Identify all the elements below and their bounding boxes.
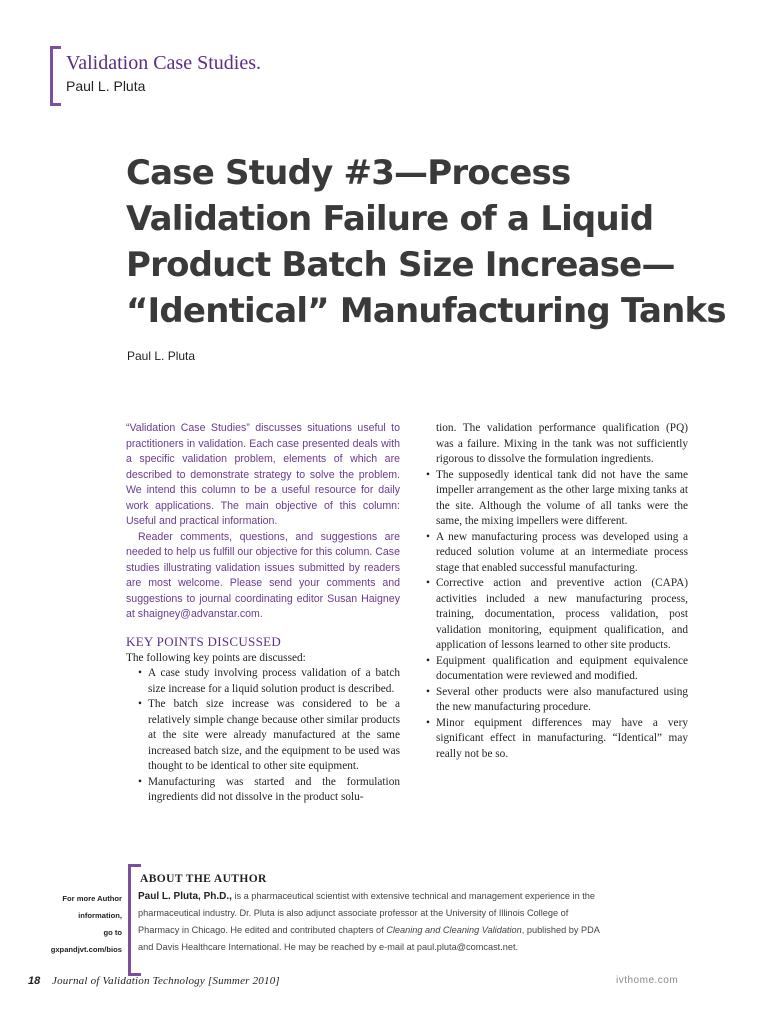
about-text: is a pharmaceutical scientist with extensive technical and management experience in the pharmaceutical industry. Dr. Pluta is also adjunct associate professor at the University of Illinois College of Pharmacy in Chicago. He edited and contributed chapters of [138,891,596,935]
list-item: • The supposedly identical tank did not have the same impeller arrangement as the other large mixing tanks at the site. Although the volume of all tanks were the same, the mixing impellers were different. [426,468,688,530]
author-name: Paul L. Pluta, Ph.D., [138,891,232,902]
title-line: “Identical” Manufacturing Tanks [126,291,726,331]
left-column [126,421,400,806]
list-item: • A new manufacturing process was developed using a reduced solution volume at an intermediate process stage that enabled successful manufacturing. [426,530,688,577]
about-text: , published by PDA and Davis Healthcare International. He may be reached by e-mail at paul.pluta@comcast.net. [138,925,600,952]
bullet-continuation: tion. The validation performance qualification (PQ) was a failure. Mixing in the tank was not sufficiently rigorous to dissolve the formulation ingredients. [436,422,688,465]
sidenote-line: go to [103,928,122,937]
key-points-heading: KEY POINTS DISCUSSED [126,633,282,649]
list-item: • A case study involving process validation of a batch size increase for a liquid solution product is described. [136,666,400,697]
author-info-sidenote [30,890,122,958]
header-bracket [50,46,61,106]
book-title: Cleaning and Cleaning Validation [386,925,522,935]
about-author-text [138,888,604,956]
series-title: Validation Case Studies. [66,52,261,74]
about-author-heading: ABOUT THE AUTHOR [140,873,267,885]
title-line: Product Batch Size Increase— [126,245,675,285]
journal-name: Journal of Validation Technology [Summer 2010] [52,975,280,987]
list-item: • The batch size increase was considered to be a relatively simple change because other similar products at the site were already manufactured at the same increased batch size, and the equipment to be used was thought to be identical to other site equipment. [136,697,400,775]
article-byline: Paul L. Pluta [127,349,196,363]
list-item: • Minor equipment differences may have a very significant effect in manufacturing. “Identical” may really not be so. [426,716,688,763]
key-points-intro: The following key points are discussed: [126,651,306,664]
page-number: 18 [28,975,41,987]
title-line: Validation Failure of a Liquid [126,199,654,239]
website-link[interactable]: ivthome.com [616,975,679,986]
article-title [126,150,726,334]
key-points-list [126,666,400,806]
list-item: • Manufacturing was started and the formulation ingredients did not dissolve in the product solu- [136,775,400,806]
abstract-paragraph: Reader comments, questions, and suggestions are needed to help us fulfill our objective for this column. Case studies illustrating validation issues submitted by readers are most welcome. Please send your comments and suggestions to journal coordinating editor Susan Haigney at shaigney@advanstar.com. [126,530,400,620]
sidenote-link[interactable]: gxpandjvt.com/bios [50,945,122,954]
list-item: • Equipment qualification and equipment equivalence documentation were reviewed and modified. [426,654,688,685]
list-item: • Several other products were also manufactured using the new manufacturing procedure. [426,685,688,716]
right-column [426,421,688,762]
title-line: Case Study #3—Process [126,153,571,193]
sidenote-line: For more Author [62,894,122,903]
abstract-paragraph: “Validation Case Studies” discusses situations useful to practitioners in validation. Each case presented deals with a specific validation problem, elements of which are described to demonstrate strategy to solve the problem. We intend this column to be a useful resource for daily work applications. The main objective of this column: Useful and practical information. [126,422,400,527]
key-points-list [426,468,688,763]
series-author: Paul L. Pluta [66,78,146,94]
list-item: • Corrective action and preventive action (CAPA) activities included a new manufacturing process, training, documentation, process validation, post validation monitoring, equipment qualification, and application of lessons learned to other site products. [426,576,688,654]
sidenote-line: information, [78,911,122,920]
